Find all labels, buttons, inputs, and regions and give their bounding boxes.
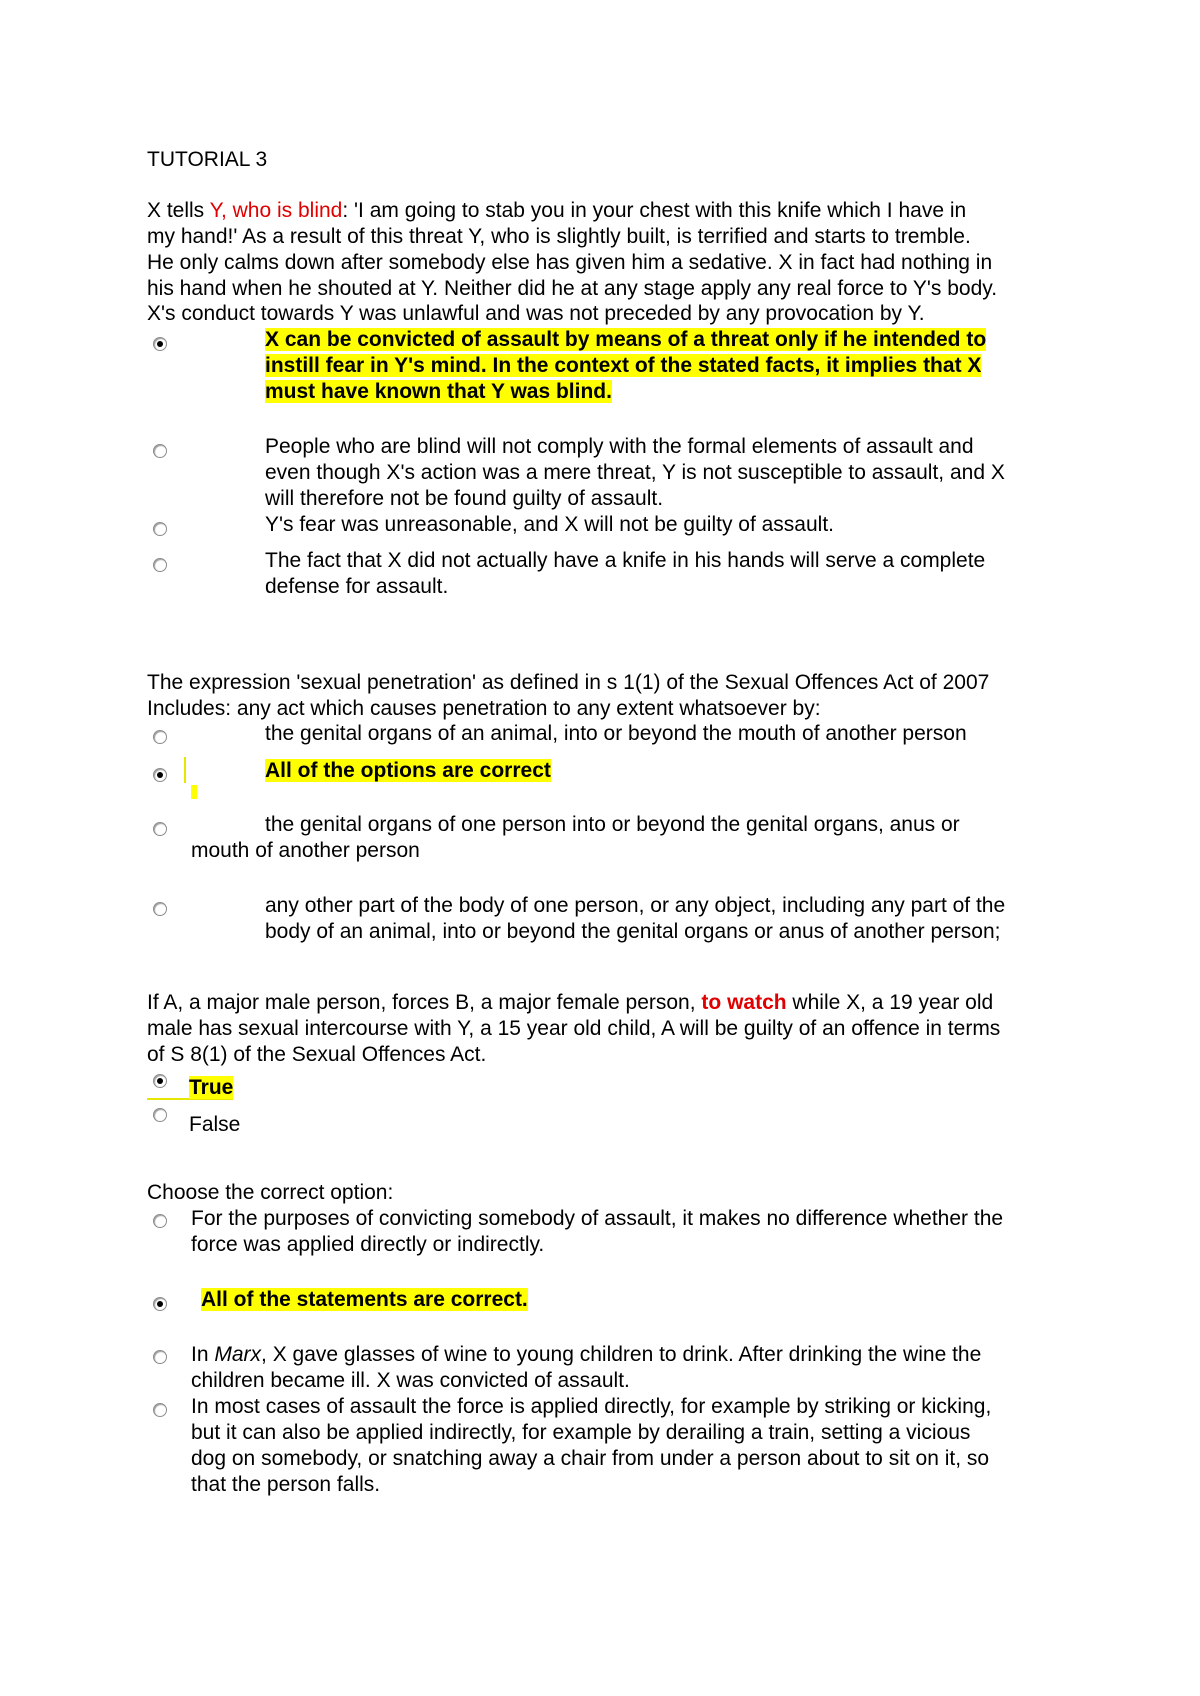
q4-option-2[interactable]: All of the statements are correct. (201, 1288, 528, 1311)
q4-option-4-radio[interactable] (153, 1403, 167, 1417)
q3-stem-line: male has sexual intercourse with Y, a 15 year old child, A will be guilty of an offence in terms (147, 1017, 1001, 1040)
q1-stem-part2: : 'I am going to stab you in your chest with this knife which I have in (342, 199, 967, 222)
q1-option-4-cont: defense for assault. (265, 575, 449, 598)
q1-stem-highlight: Y, who is blind (209, 199, 343, 222)
q4-option-4[interactable]: In most cases of assault the force is applied directly, for example by striking or kicking, (191, 1395, 992, 1418)
q2-option-3[interactable]: the genital organs of one person into or beyond the genital organs, anus or (265, 813, 960, 836)
q1-stem-line-1 (147, 198, 966, 224)
q1-option-4-radio[interactable] (153, 558, 167, 572)
q4-option-4-cont: that the person falls. (191, 1473, 381, 1496)
q2-stem-line: The expression 'sexual penetration' as defined in s 1(1) of the Sexual Offences Act of 2007 (147, 671, 990, 694)
q1-option-1[interactable]: X can be convicted of assault by means of a threat only if he intended to (265, 328, 987, 351)
q2-stem-line: Includes: any act which causes penetration to any extent whatsoever by: (147, 697, 821, 720)
q1-option-2-radio[interactable] (153, 444, 167, 458)
q1-option-1-cont: instill fear in Y's mind. In the context of the stated facts, it implies that X (265, 354, 982, 377)
q2-option-1[interactable]: the genital organs of an animal, into or beyond the mouth of another person (265, 722, 967, 745)
q4-option-4-cont: but it can also be applied indirectly, for example by derailing a train, setting a vicious (191, 1421, 971, 1444)
q2-option-2[interactable]: All of the options are correct (265, 759, 551, 782)
q4-option-1-radio[interactable] (153, 1214, 167, 1228)
page-title: TUTORIAL 3 (147, 148, 268, 171)
q1-stem-part1: X tells (147, 199, 210, 222)
q3-stem-highlight: to watch (701, 991, 787, 1014)
q1-option-3-radio[interactable] (153, 522, 167, 536)
q1-stem-line: He only calms down after somebody else has given him a sedative. X in fact had nothing in (147, 251, 993, 274)
q3-stem-line: of S 8(1) of the Sexual Offences Act. (147, 1043, 487, 1066)
q3-option-false[interactable]: False (189, 1113, 241, 1136)
q1-option-2-cont: will therefore not be found guilty of assault. (265, 487, 664, 510)
q2-option-1-radio[interactable] (153, 730, 167, 744)
q1-option-3[interactable]: Y's fear was unreasonable, and X will not be guilty of assault. (265, 513, 834, 536)
q1-option-1-cont: must have known that Y was blind. (265, 380, 612, 403)
q3-stem-line-1: If A, a major male person, forces B, a major female person, to watch while X, a 19 year old (147, 991, 994, 1014)
q1-stem-line: my hand!' As a result of this threat Y, who is slightly built, is terrified and starts to tremble. (147, 225, 971, 248)
q4-stem: Choose the correct option: (147, 1181, 394, 1204)
q4-option-3[interactable]: In Marx, X gave glasses of wine to young children to drink. After drinking the wine the (191, 1343, 982, 1366)
highlight-mark (191, 785, 197, 799)
q2-option-4-radio[interactable] (153, 902, 167, 916)
q2-option-4-cont: body of an animal, into or beyond the genital organs or anus of another person; (265, 920, 1001, 943)
q1-option-2[interactable]: People who are blind will not comply with the formal elements of assault and (265, 435, 974, 458)
q4-option-2-radio[interactable] (153, 1297, 167, 1311)
q4-option-3-cont: children became ill. X was convicted of assault. (191, 1369, 630, 1392)
text-cursor-mark (184, 757, 186, 783)
q4-option-4-cont: dog on somebody, or snatching away a chair from under a person about to sit on it, so (191, 1447, 990, 1470)
q3-option-false-radio[interactable] (153, 1108, 167, 1122)
q1-stem-line: X's conduct towards Y was unlawful and was not preceded by any provocation by Y. (147, 302, 925, 325)
q2-option-3-radio[interactable] (153, 822, 167, 836)
q3-option-true[interactable]: True (189, 1076, 234, 1099)
q2-option-2-radio[interactable] (153, 768, 167, 782)
q2-option-4[interactable]: any other part of the body of one person, or any object, including any part of the (265, 894, 1006, 917)
q1-option-4[interactable]: The fact that X did not actually have a knife in his hands will serve a complete (265, 549, 986, 572)
q4-option-1-cont: force was applied directly or indirectly. (191, 1233, 545, 1256)
q4-option-1[interactable]: For the purposes of convicting somebody of assault, it makes no difference whether the (191, 1207, 1004, 1230)
q3-option-true-radio[interactable] (153, 1074, 167, 1088)
q1-stem-line: his hand when he shouted at Y. Neither did he at any stage apply any real force to Y's body. (147, 277, 998, 300)
q4-option-3-radio[interactable] (153, 1350, 167, 1364)
q1-option-2-cont: even though X's action was a mere threat, Y is not susceptible to assault, and X (265, 461, 1005, 484)
q1-option-1-radio[interactable] (153, 337, 167, 351)
q2-option-3-cont: mouth of another person (191, 839, 420, 862)
